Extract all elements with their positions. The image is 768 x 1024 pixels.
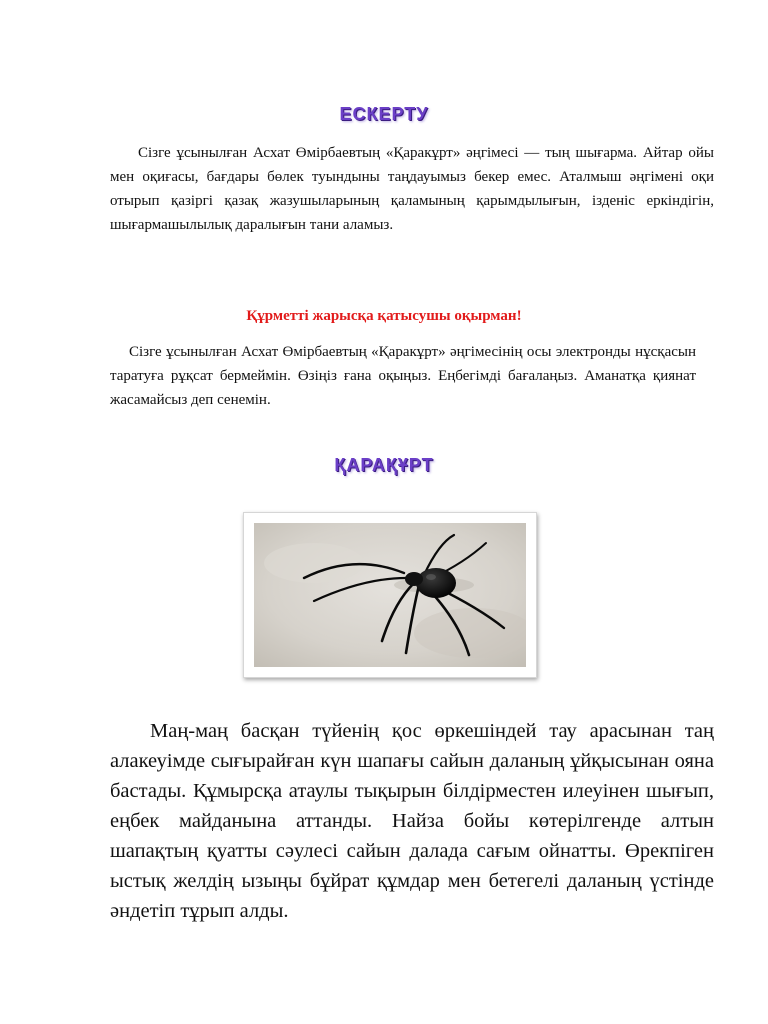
appeal-heading: Құрметті жарысқа қатысушы оқырман!	[246, 308, 522, 324]
appeal-paragraph	[110, 340, 696, 412]
black-spider-photo-icon	[254, 523, 526, 667]
notice-title: ЕСКЕРТУ	[339, 104, 429, 124]
notice-paragraph-text: Сізге ұсынылған Асхат Өмірбаевтың «Қаракұрт» әңгімесі — тың шығарма. Айтар ойы мен оқиғасы, бағдары бөлек туындыны таңдауымыз бекер емес. Аталмыш әңгімені оқи отырып қазіргі қазақ жазушыларының қаламының қарымдылығын, ізденіс еркіндігін, шығармашылылық даралығын тани аламыз.	[110, 145, 714, 233]
story-opening-text: Маң-маң басқан түйенің қос өркешіндей тау арасынан таң алакеуімде сығырайған күн шапағы сайын даланың ұйқысынан ояна бастады. Құмырсқа атаулы тықырын білдірместен илеуінен шығып, еңбек майданына аттанды. Найза бойы көтерілгенде алтын шапақтың қуатты сәулесі сайын далада сағым ойнатты. Өрекпіген ыстық желдің ызыңы бұйрат құмдар мен бетегелі даланың үстінде әндетіп тұрып алды.	[110, 720, 714, 922]
appeal-paragraph-text: Сізге ұсынылған Асхат Өмірбаевтың «Қаракұрт» әңгімесінің осы электронды нұсқасын таратуға рұқсат бермеймін. Өзіңіз ғана оқыңыз. Еңбегімді бағалаңыз. Аманатқа қиянат жасамайсыз деп сенемін.	[110, 344, 696, 408]
story-title: ҚАРАҚҰРТ	[334, 455, 434, 475]
story-opening-paragraph	[110, 716, 714, 926]
spider-photo-frame	[243, 512, 537, 678]
notice-paragraph	[110, 141, 714, 237]
